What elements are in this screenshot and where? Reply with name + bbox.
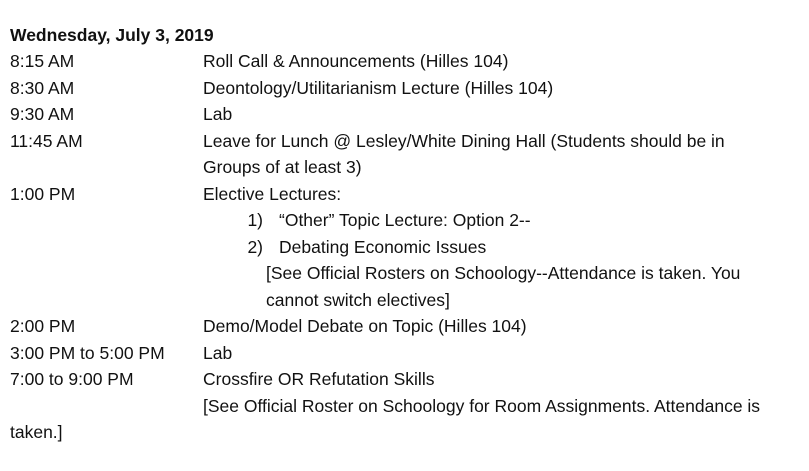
elective-number: 2) <box>247 236 263 257</box>
schedule-row-continuation <box>10 419 809 446</box>
schedule-row <box>10 75 809 102</box>
schedule-desc-continuation: Groups of at least 3) <box>203 157 362 177</box>
elective-number: 1) <box>247 210 263 230</box>
schedule-desc: Lab <box>203 342 233 363</box>
schedule-document <box>10 22 809 446</box>
schedule-time: 9:30 AM <box>10 104 75 124</box>
elective-text: “Other” Topic Lecture: Option 2-- <box>279 210 531 230</box>
schedule-time: 7:00 to 9:00 PM <box>10 369 134 389</box>
page-title: Wednesday, July 3, 2019 <box>10 25 214 45</box>
schedule-time: 3:00 PM to 5:00 PM <box>10 342 165 363</box>
schedule-time: 8:15 AM <box>10 51 75 71</box>
schedule-desc-continuation: taken.] <box>10 422 63 442</box>
schedule-row <box>10 128 809 155</box>
schedule-row <box>10 313 809 340</box>
schedule-row <box>10 101 809 128</box>
elective-text: Debating Economic Issues <box>279 236 487 257</box>
schedule-desc: Deontology/Utilitarianism Lecture (Hilles 104) <box>203 77 554 98</box>
schedule-row <box>10 48 809 75</box>
schedule-time: 11:45 AM <box>10 130 83 151</box>
schedule-row-continuation <box>10 154 809 181</box>
schedule-desc: Leave for Lunch @ Lesley/White Dining Hall (Students should be in <box>203 130 725 151</box>
schedule-desc: Demo/Model Debate on Topic (Hilles 104) <box>203 316 527 336</box>
schedule-desc-continuation: [See Official Roster on Schoology for Room Assignments. Attendance is <box>203 395 761 416</box>
elective-item <box>10 207 809 234</box>
schedule-row <box>10 340 809 367</box>
elective-note-line: [See Official Rosters on Schoology--Attendance is taken. You <box>266 263 741 283</box>
elective-note <box>10 287 809 314</box>
schedule-row <box>10 181 809 208</box>
schedule-row <box>10 366 809 393</box>
schedule-time: 1:00 PM <box>10 183 76 204</box>
schedule-time: 8:30 AM <box>10 77 75 98</box>
schedule-desc: Lab <box>203 104 233 124</box>
schedule-time: 2:00 PM <box>10 316 76 336</box>
elective-item <box>10 234 809 261</box>
schedule-desc: Crossfire OR Refutation Skills <box>203 369 435 389</box>
schedule-desc: Roll Call & Announcements (Hilles 104) <box>203 51 509 71</box>
elective-note-line: cannot switch electives] <box>266 289 450 310</box>
schedule-row-continuation <box>10 393 809 420</box>
elective-note <box>10 260 809 287</box>
schedule-desc: Elective Lectures: <box>203 183 342 204</box>
